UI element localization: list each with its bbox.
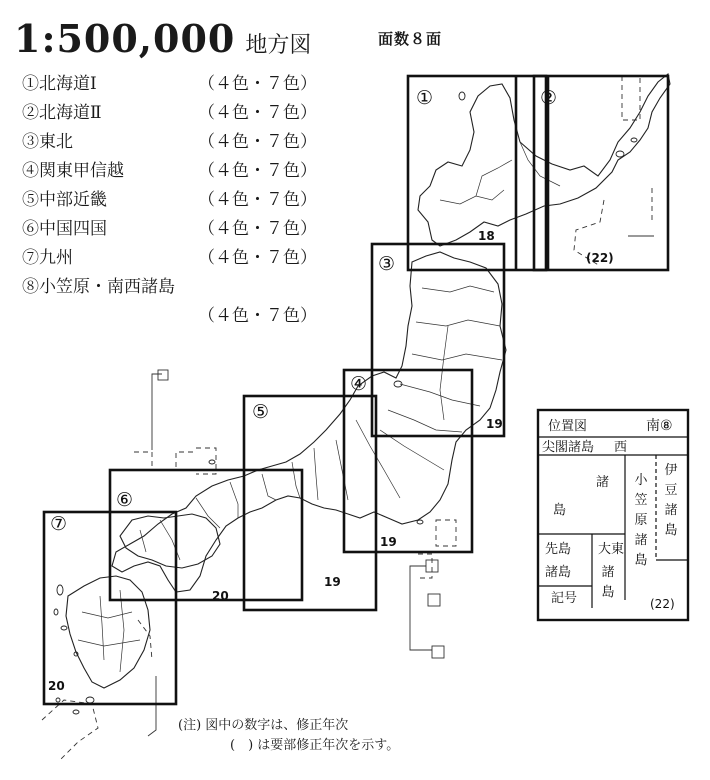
inset-label-izu: 諸 <box>664 503 678 518</box>
footnote-line: (注) 図中の数字は、修正年次 <box>178 718 349 733</box>
legend-colors: （４色・７色） <box>198 103 317 123</box>
sheet-number: ③ <box>378 253 396 275</box>
legend-name: ④関東甲信越 <box>22 161 124 181</box>
sheet-number: ⑥ <box>116 489 134 511</box>
legend-item <box>22 302 342 331</box>
inset-label-sakishima: 先島 <box>545 542 572 557</box>
legend-item <box>22 186 342 215</box>
inset-label-daito: 諸 <box>601 565 615 580</box>
inset-label-kigou: 記号 <box>551 591 578 606</box>
sheet-revision-year: 19 <box>380 535 397 549</box>
sheet-revision-year: 19 <box>324 575 341 589</box>
inset-label-shima: 島 <box>553 503 567 518</box>
sheet-number: ② <box>540 87 558 109</box>
inset-revision-year: (22) <box>650 597 675 611</box>
legend-item <box>22 244 342 273</box>
footnote <box>178 716 399 756</box>
legend-name: ⑥中国四国 <box>22 219 107 239</box>
inset-label-izu: 島 <box>664 523 678 538</box>
inset-label-izu: 伊 <box>664 463 678 478</box>
legend-name: ⑦九州 <box>22 248 73 268</box>
inset-label-izu: 豆 <box>664 483 678 498</box>
legend-colors: （４色・７色） <box>198 74 317 94</box>
sheet-legend <box>22 70 342 331</box>
inset-label-senkaku: 尖閣諸島 <box>542 440 595 455</box>
legend-name: ②北海道Ⅱ <box>22 103 102 123</box>
map-type-label: 地方図 <box>245 33 312 58</box>
legend-item <box>22 157 342 186</box>
inset-label-nishi: 西 <box>614 440 628 455</box>
sheet-count: 面数８面 <box>378 30 443 48</box>
sheet-number: ⑦ <box>50 513 68 535</box>
inset-label-ogasawara: 島 <box>634 553 648 568</box>
legend-item <box>22 128 342 157</box>
sheet-number: ④ <box>350 373 368 395</box>
legend-item <box>22 99 342 128</box>
legend-colors: （４色・７色） <box>198 161 317 181</box>
legend-colors: （４色・７色） <box>198 190 317 210</box>
legend-name: ⑤中部近畿 <box>22 190 107 210</box>
legend-item <box>22 215 342 244</box>
inset-label-syo: 諸 <box>596 475 610 490</box>
legend-item <box>22 273 342 302</box>
title <box>14 16 311 61</box>
sheet-revision-year: 20 <box>48 679 65 693</box>
legend-colors: （４色・７色） <box>198 132 317 152</box>
legend-name: ③東北 <box>22 132 73 152</box>
legend-name: ①北海道Ⅰ <box>22 74 97 94</box>
footnote-line: ( ) は要部修正年次を示す。 <box>230 738 400 753</box>
inset-label-ogasawara: 原 <box>634 513 648 528</box>
sheet-revision-year: (22) <box>586 251 614 265</box>
inset-label-daito: 島 <box>601 585 615 600</box>
inset-label-ogasawara: 笠 <box>634 493 648 508</box>
inset-label-daito: 大東 <box>598 542 625 557</box>
sheet-revision-year: 20 <box>212 589 229 603</box>
sheet-number: ① <box>416 87 434 109</box>
sheet-revision-year: 19 <box>486 417 503 431</box>
scale-label: 1:500,000 <box>14 16 236 61</box>
inset-label-ogasawara: 諸 <box>634 533 648 548</box>
inset-sheet-ref: 南⑧ <box>646 418 673 434</box>
inset-label-ogasawara: 小 <box>634 473 648 488</box>
inset-title: 位置図 <box>548 419 588 434</box>
sheet-number: ⑤ <box>252 401 270 423</box>
legend-colors: （４色・７色） <box>198 248 317 268</box>
sheet-revision-year: 18 <box>478 229 495 243</box>
legend-colors: （４色・７色） <box>198 219 317 239</box>
inset-label-sakishima: 諸島 <box>545 565 572 580</box>
inset-labels <box>542 417 678 611</box>
legend-colors: （４色・７色） <box>198 306 317 326</box>
legend-name: ⑧小笠原・南西諸島 <box>22 277 175 297</box>
legend-item <box>22 70 342 99</box>
